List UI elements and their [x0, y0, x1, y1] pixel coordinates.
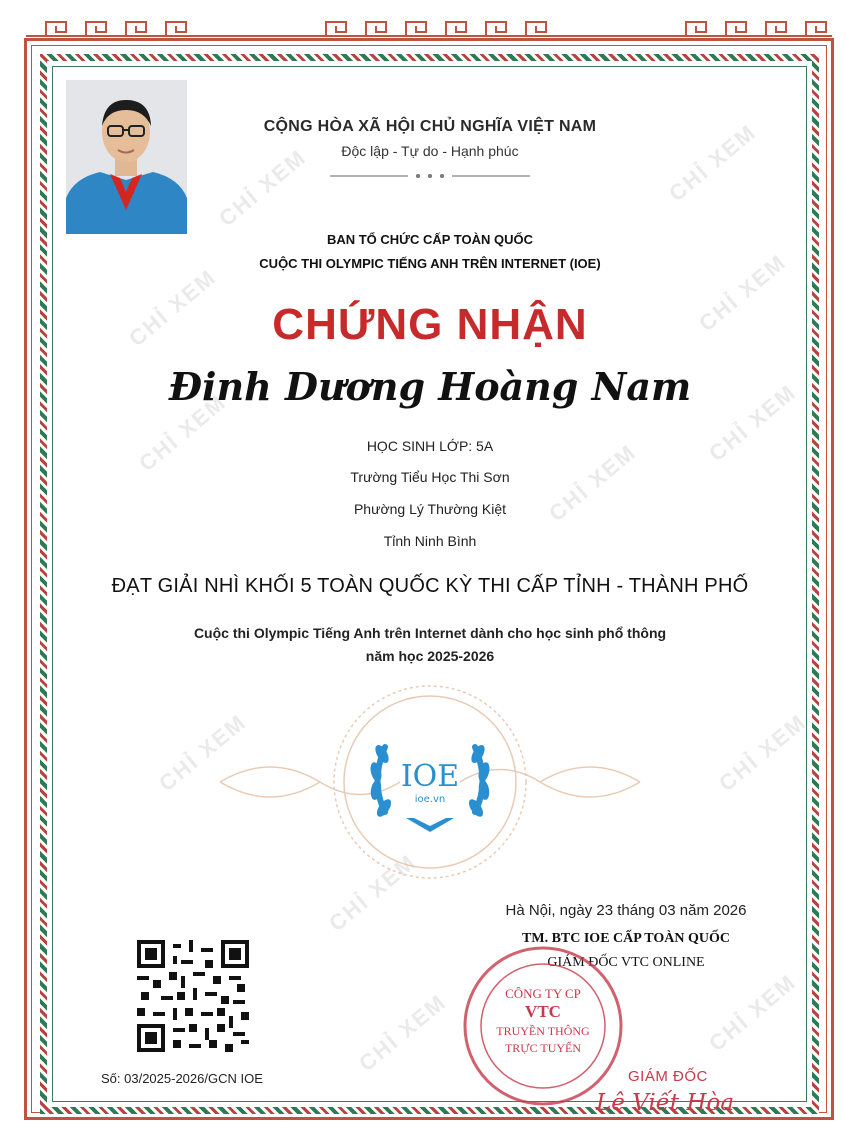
description-line-2: năm học 2025-2026 — [365, 648, 495, 664]
watermark-7: CHỈ XEM — [704, 379, 802, 467]
stamp-line-3: TRUYỀN THÔNG — [496, 1024, 590, 1038]
ioe-emblem — [210, 682, 650, 882]
motto-divider — [330, 173, 530, 179]
stamp-line-1: CÔNG TY CP — [505, 986, 581, 1001]
stamp-line-4: TRỰC TUYẾN — [504, 1041, 582, 1055]
watermark-5: CHỈ XEM — [134, 389, 232, 477]
signatory-role: GIÁM ĐỐC VTC ONLINE — [547, 955, 705, 970]
watermark-10: CHỈ XEM — [324, 849, 422, 937]
organizer-line-1: BAN TỔ CHỨC CẤP TOÀN QUỐC — [326, 232, 534, 247]
watermark-11: CHỈ XEM — [354, 989, 452, 1077]
certificate-serial: Số: 03/2025-2026/GCN IOE — [101, 1071, 263, 1086]
school-name: Trường Tiểu Học Thi Sơn — [350, 469, 510, 485]
watermark-1: CHỈ XEM — [664, 119, 762, 207]
nation-title: CỘNG HÒA XÃ HỘI CHỦ NGHĨA VIỆT NAM — [263, 118, 597, 135]
logo-text: IOE — [400, 759, 460, 794]
signatory-name: Lê Viết Hòa — [596, 1090, 735, 1116]
ward-name: Phường Lý Thường Kiệt — [353, 501, 507, 517]
signatory-org: TM. BTC IOE CẤP TOÀN QUỐC — [522, 931, 730, 946]
recipient-name: Đinh Dương Hoàng Nam — [168, 364, 692, 409]
watermark-12: CHỈ XEM — [704, 969, 802, 1057]
certificate-title: CHỨNG NHẬN — [272, 300, 588, 349]
class-line: HỌC SINH LỚP: 5A — [366, 438, 494, 454]
watermark-9: CHỈ XEM — [714, 709, 812, 797]
watermark-2: CHỈ XEM — [214, 144, 312, 232]
watermark-3: CHỈ XEM — [124, 264, 222, 352]
province-name: Tỉnh Ninh Bình — [383, 533, 477, 549]
signatory-title: GIÁM ĐỐC — [628, 1068, 708, 1085]
description-line-1: Cuộc thi Olympic Tiếng Anh trên Internet dành cho học sinh phổ thông — [193, 625, 667, 641]
qr-code[interactable] — [137, 940, 249, 1052]
organizer-line-2: CUỘC THI OLYMPIC TIẾNG ANH TRÊN INTERNET (IOE) — [259, 256, 601, 271]
logo-subtext: ioe.vn — [414, 794, 446, 805]
award-text: ĐẠT GIẢI NHÌ KHỐI 5 TOÀN QUỐC KỲ THI CẤP TỈNH - THÀNH PHỐ — [111, 575, 749, 597]
motto: Độc lập - Tự do - Hạnh phúc — [341, 143, 519, 159]
watermark-4: CHỈ XEM — [694, 249, 792, 337]
watermark-6: CHỈ XEM — [544, 439, 642, 527]
stamp-line-2: VTC — [525, 1002, 561, 1021]
issue-date: Hà Nội, ngày 23 tháng 03 năm 2026 — [505, 902, 747, 919]
watermark-8: CHỈ XEM — [154, 709, 252, 797]
